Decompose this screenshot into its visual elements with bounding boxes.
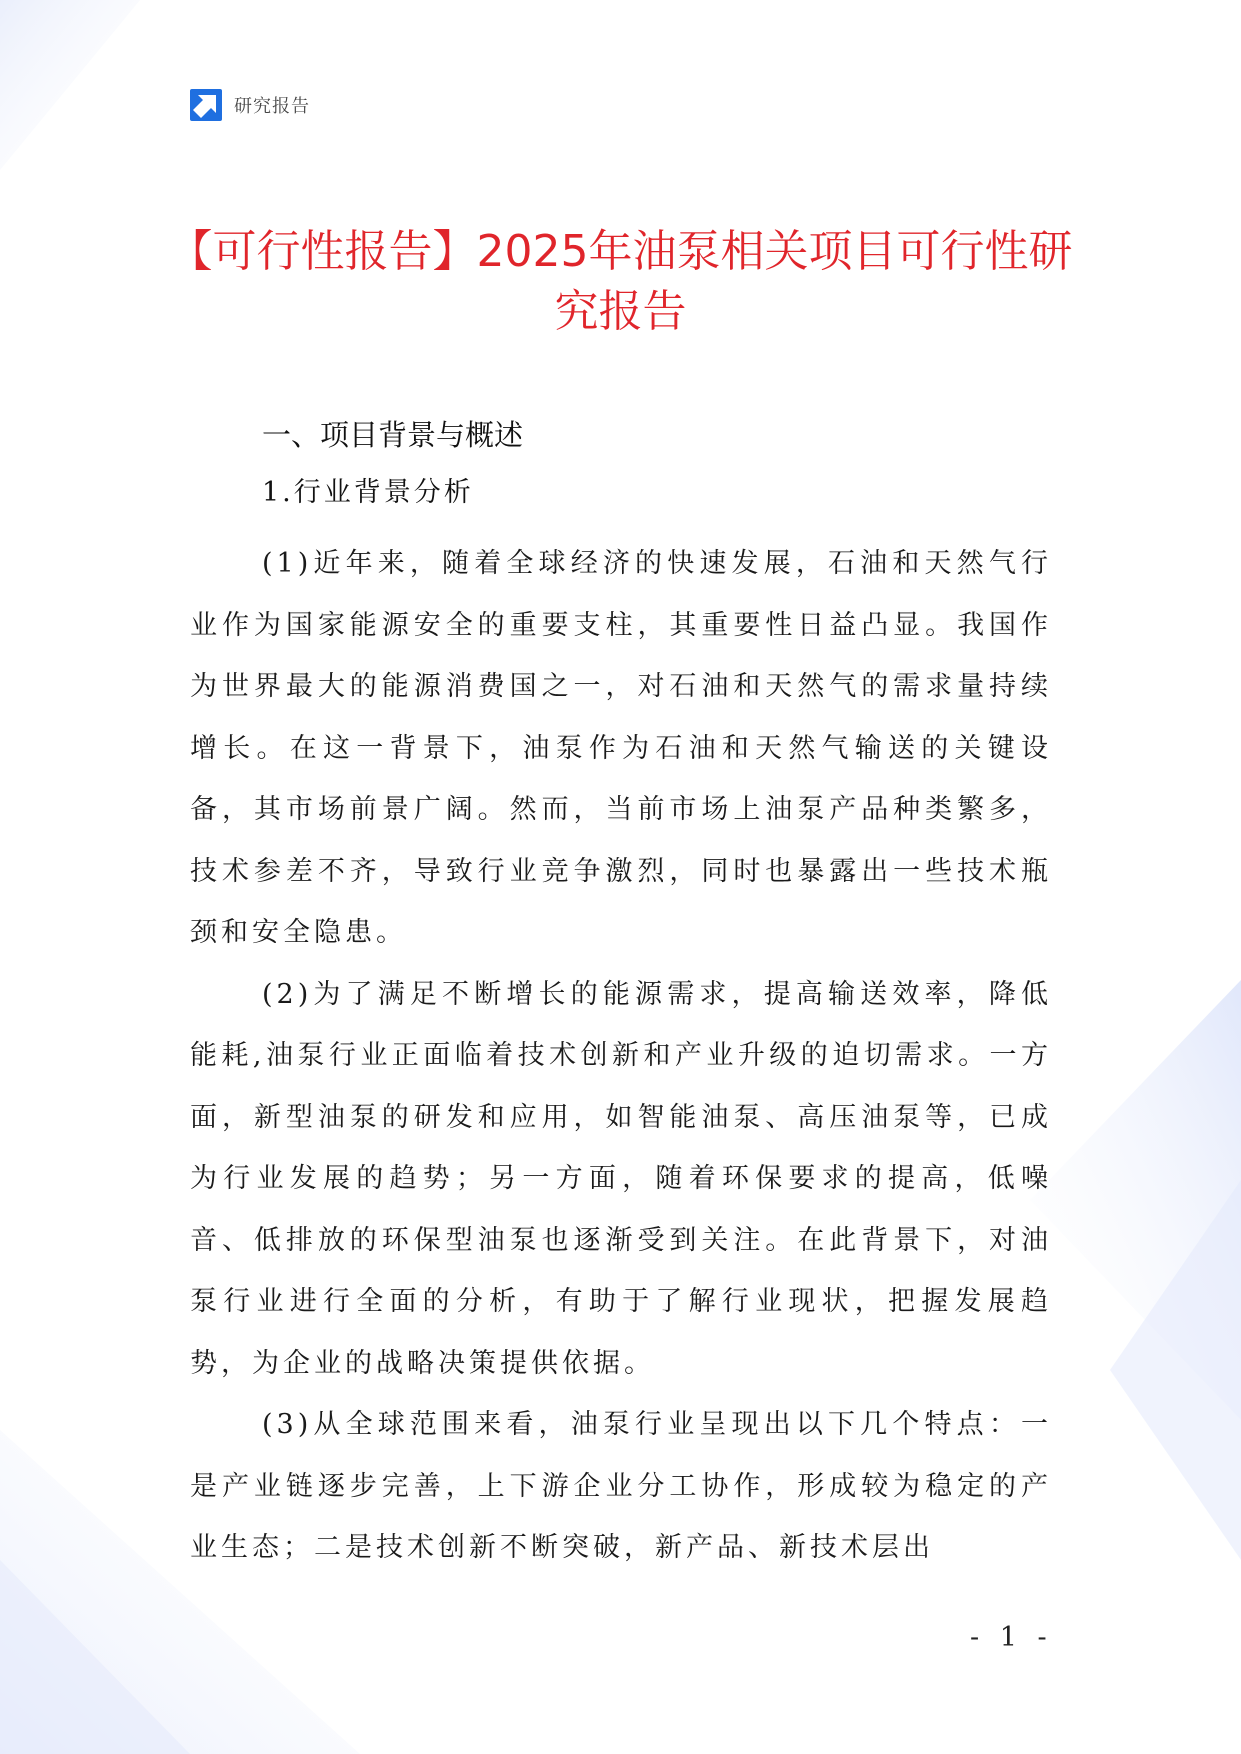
page-number: - 1 - — [970, 1622, 1053, 1653]
document-header — [190, 88, 310, 122]
paragraph-2: (2)为了满足不断增长的能源需求，提高输送效率，降低能耗,油泵行业正面临着技术创新和产业升级的迫切需求。一方面，新型油泵的研发和应用，如智能油泵、高压油泵等，已成为行业发展的趋势；另一方面，随着环保要求的提高，低噪音、低排放的环保型油泵也逐渐受到关注。在此背景下，对油泵行业进行全面的分析，有助于了解行业现状，把握发展趋势，为企业的战略决策提供依据。 — [190, 978, 1052, 1379]
section-heading: 一、项目背景与概述 — [262, 418, 524, 452]
document-body — [190, 415, 1052, 1579]
paragraph-1: (1)近年来，随着全球经济的快速发展，石油和天然气行业作为国家能源安全的重要支柱，其重要性日益凸显。我国作为世界最大的能源消费国之一，对石油和天然气的需求量持续增长。在这一背景下，油泵作为石油和天然气输送的关键设备，其市场前景广阔。然而，当前市场上油泵产品种类繁多，技术参差不齐，导致行业竞争激烈，同时也暴露出一些技术瓶颈和安全隐患。 — [190, 548, 1052, 948]
subsection-heading: 1.行业背景分析 — [262, 477, 474, 508]
arrow-logo-icon — [190, 89, 222, 121]
document-title: 【可行性报告】2025年油泵相关项目可行性研究报告 — [168, 226, 1073, 337]
paragraph-3: (3)从全球范围来看，油泵行业呈现出以下几个特点：一是产业链逐步完善，上下游企业分工协作，形成较为稳定的产业生态；二是技术创新不断突破，新产品、新技术层出 — [190, 1409, 1052, 1563]
header-label: 研究报告 — [234, 96, 310, 117]
